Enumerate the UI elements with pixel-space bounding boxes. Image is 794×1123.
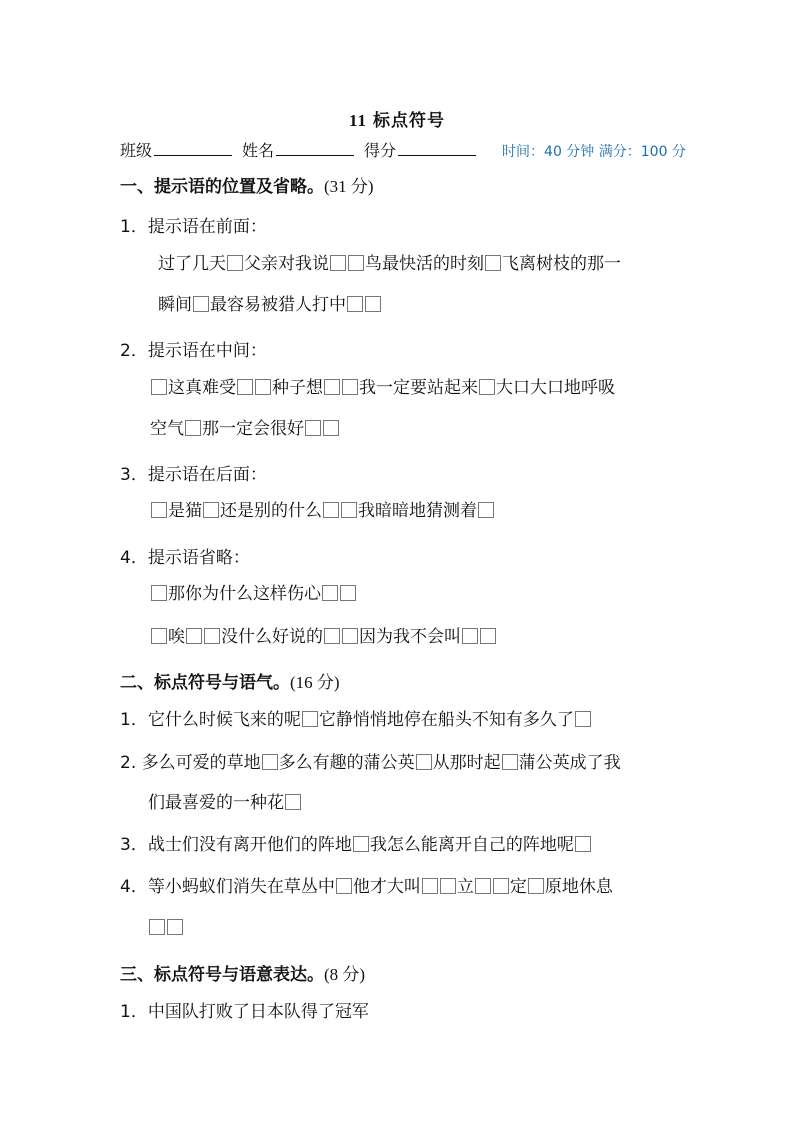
answer-box[interactable] xyxy=(322,585,338,601)
answer-box[interactable] xyxy=(462,628,478,644)
answer-box[interactable] xyxy=(151,628,167,644)
answer-box[interactable] xyxy=(185,420,201,436)
answer-box[interactable] xyxy=(416,754,432,770)
lesson-number: 11 xyxy=(348,111,368,130)
class-label: 班级 xyxy=(120,141,153,160)
s1-q3-label: 3．提示语在后面： xyxy=(120,465,267,485)
s2-q4-line1: 4．等小蚂蚁们消失在草丛中 他才大叫 立 定 原地休息 xyxy=(120,877,613,897)
answer-box[interactable] xyxy=(262,754,278,770)
answer-box[interactable] xyxy=(478,502,494,518)
answer-box[interactable] xyxy=(330,255,346,271)
answer-box[interactable] xyxy=(485,255,501,271)
answer-box[interactable] xyxy=(353,836,369,852)
answer-box[interactable] xyxy=(167,919,183,935)
answer-box[interactable] xyxy=(285,794,301,810)
answer-box[interactable] xyxy=(324,628,340,644)
s2-q1: 1．它什么时候飞来的呢 它静悄悄地停在船头不知有多久了 xyxy=(120,709,592,731)
section-1-title: 一、提示语的位置及省略。(31 分) xyxy=(120,177,374,197)
answer-box[interactable] xyxy=(365,296,381,312)
answer-box[interactable] xyxy=(151,379,167,395)
class-blank[interactable] xyxy=(154,139,232,156)
answer-box[interactable] xyxy=(302,711,318,727)
name-blank[interactable] xyxy=(276,139,354,156)
s3-q1: 1．中国队打败了日本队得了冠军 xyxy=(120,1002,369,1022)
answer-box[interactable] xyxy=(493,878,509,894)
s1-q4-label: 4．提示语省略： xyxy=(120,548,250,568)
answer-box[interactable] xyxy=(347,296,363,312)
student-info-line xyxy=(120,138,686,161)
answer-box[interactable] xyxy=(151,502,167,518)
s1-q2-line2: 空气 那一定会很好 xyxy=(150,418,340,440)
answer-box[interactable] xyxy=(575,711,591,727)
answer-box[interactable] xyxy=(237,379,253,395)
s1-q2-label: 2．提示语在中间： xyxy=(120,341,267,361)
answer-box[interactable] xyxy=(227,255,243,271)
section-3-title: 三、标点符号与语意表达。(8 分) xyxy=(120,965,366,985)
answer-box[interactable] xyxy=(204,628,220,644)
answer-box[interactable] xyxy=(186,628,202,644)
s1-q1-line2: 瞬间 最容易被猎人打中 xyxy=(158,294,382,316)
s2-q3: 3．战士们没有离开他们的阵地 我怎么能离开自己的阵地呢 xyxy=(120,834,592,856)
s1-q4-line1: 那你为什么这样伤心 xyxy=(150,583,357,605)
name-label: 姓名 xyxy=(242,141,275,160)
answer-box[interactable] xyxy=(422,878,438,894)
s2-q4-line2 xyxy=(148,917,184,939)
s1-q2-line1: 这真难受 种子想 我一定要站起来 大口大口地呼吸 xyxy=(150,377,615,399)
lesson-title: 标点符号 xyxy=(373,111,446,131)
s1-q3-line1: 是猫 还是别的什么 我暗暗地猜测着 xyxy=(150,500,495,522)
answer-box[interactable] xyxy=(575,836,591,852)
answer-box[interactable] xyxy=(255,379,271,395)
answer-box[interactable] xyxy=(440,878,456,894)
answer-box[interactable] xyxy=(149,919,165,935)
s1-q1-line1: 过了几天 父亲对我说 鸟最快活的时刻 飞离树枝的那一 xyxy=(158,254,621,274)
answer-box[interactable] xyxy=(323,420,339,436)
section-2-title: 二、标点符号与语气。(16 分) xyxy=(120,673,340,693)
page-title xyxy=(0,106,794,131)
answer-box[interactable] xyxy=(475,878,491,894)
answer-box[interactable] xyxy=(203,502,219,518)
s1-q1-label: 1．提示语在前面： xyxy=(120,217,267,237)
answer-box[interactable] xyxy=(151,585,167,601)
answer-box[interactable] xyxy=(193,296,209,312)
time-info: 时间：40 分钟 满分：100 分 xyxy=(502,144,686,160)
answer-box[interactable] xyxy=(324,379,340,395)
answer-box[interactable] xyxy=(305,420,321,436)
answer-box[interactable] xyxy=(336,878,352,894)
answer-box[interactable] xyxy=(341,502,357,518)
answer-box[interactable] xyxy=(342,379,358,395)
answer-box[interactable] xyxy=(480,628,496,644)
answer-box[interactable] xyxy=(342,628,358,644)
answer-box[interactable] xyxy=(348,255,364,271)
s1-q4-line2: 唉 没什么好说的 因为我不会叫 xyxy=(150,626,497,648)
score-blank[interactable] xyxy=(398,139,476,156)
answer-box[interactable] xyxy=(479,379,495,395)
answer-box[interactable] xyxy=(528,878,544,894)
score-label: 得分 xyxy=(364,141,397,160)
answer-box[interactable] xyxy=(323,502,339,518)
s2-q2-line1: 2. 多么可爱的草地 多么有趣的蒲公英 从那时起 蒲公英成了我 xyxy=(120,753,621,773)
answer-box[interactable] xyxy=(502,754,518,770)
answer-box[interactable] xyxy=(340,585,356,601)
s2-q2-line2: 们最喜爱的一种花 xyxy=(148,792,302,814)
